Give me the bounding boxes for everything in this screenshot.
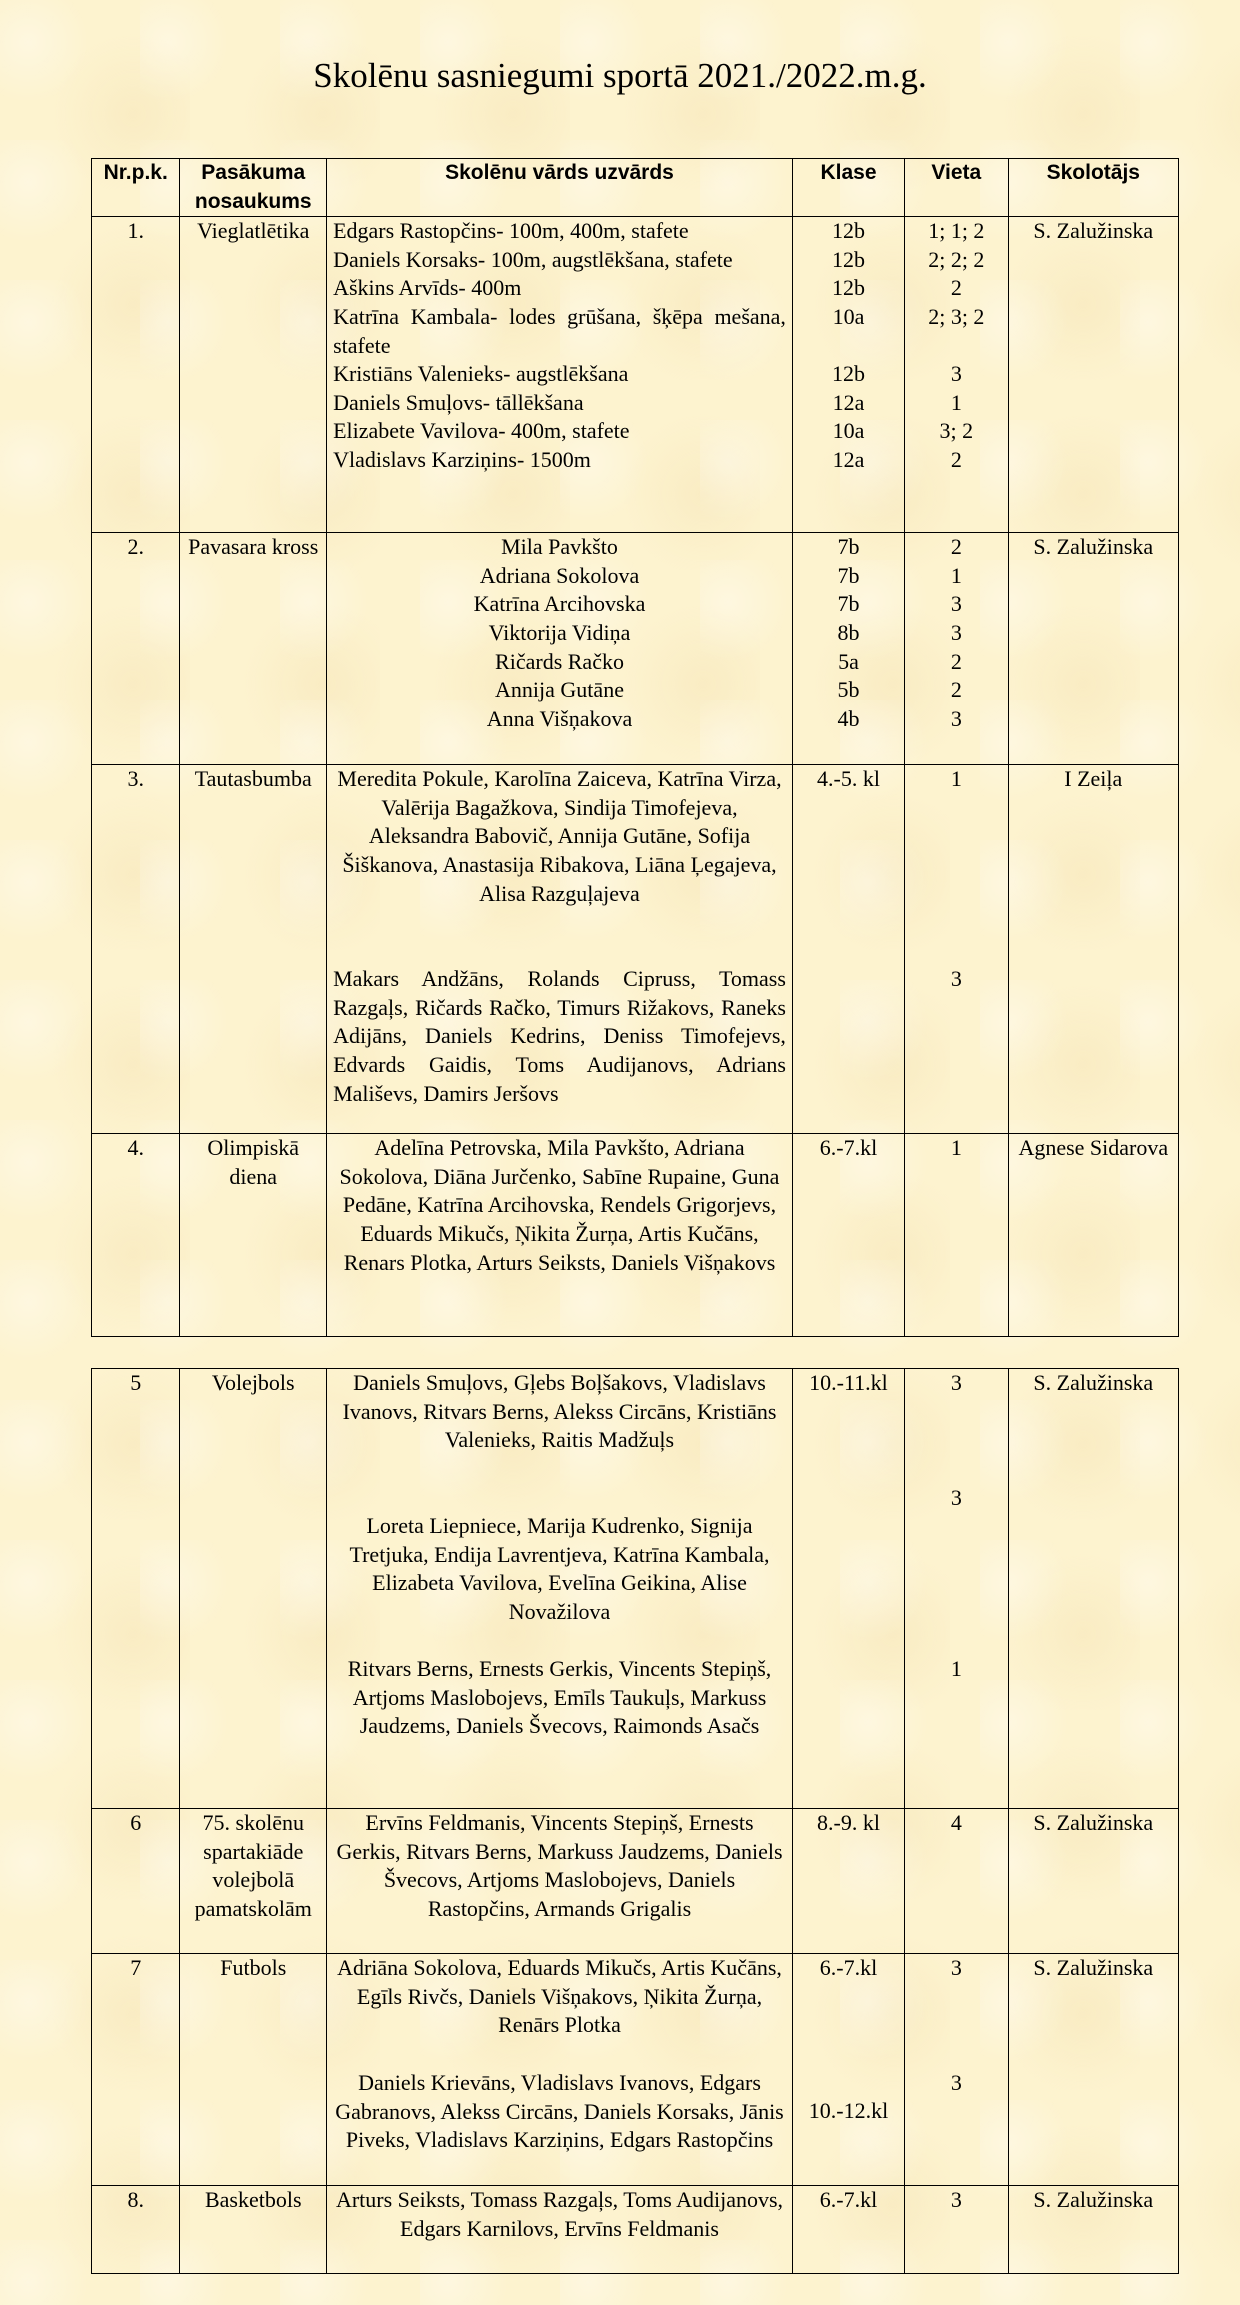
- row-event: Vieglatlētika: [180, 217, 327, 533]
- student-entry: Aškins Arvīds- 400m: [333, 275, 522, 301]
- row-students: [327, 217, 793, 533]
- row-place: [905, 217, 1009, 533]
- student-entry: Vladislavs Karziņins- 1500m: [333, 446, 591, 472]
- student-entry: Elizabete Vavilova- 400m, stafete: [333, 418, 630, 444]
- place-value: 3: [950, 705, 962, 731]
- row-class: 8.-9. kl: [792, 1809, 904, 1954]
- place-value: 2: [950, 446, 962, 472]
- place-value: 3; 2: [939, 418, 974, 444]
- row-teacher: S. Zalužinska: [1008, 2186, 1178, 2274]
- student-entry: Anna Višņakova: [486, 705, 633, 731]
- student-entry: Edgars Rastopčins- 100m, 400m, stafete: [333, 218, 689, 244]
- place-value: 1: [950, 766, 962, 792]
- class-value: 7b: [837, 534, 860, 560]
- row-place: [905, 1954, 1009, 2186]
- row-class: 6.-7.kl: [792, 1134, 904, 1337]
- class-value: 7b: [837, 562, 860, 588]
- table-row: [92, 2186, 1179, 2274]
- place-value: 1; 1; 2: [928, 218, 985, 244]
- row-students: Arturs Seiksts, Tomass Razgaļs, Toms Audijanovs, Edgars Karnilovs, Ervīns Feldmanis: [327, 2186, 793, 2274]
- row-nr: 7: [92, 1954, 180, 2186]
- place-value: 3: [950, 1955, 962, 1980]
- class-value: 5a: [838, 648, 859, 674]
- place-value: 2; 2; 2: [928, 246, 985, 272]
- row-event: Futbols: [180, 1954, 327, 2186]
- row-class: [792, 1954, 904, 2186]
- class-value: 10.-12.kl: [808, 2098, 889, 2123]
- header-event-line-2: nosaukums: [194, 189, 312, 213]
- place-value: 3: [950, 361, 962, 387]
- row-nr: 5: [92, 1369, 180, 1809]
- row-place: [905, 1369, 1009, 1809]
- row-event: Tautasbumba: [180, 765, 327, 1134]
- row-nr: 8.: [92, 2186, 180, 2274]
- page-title: Skolēnu sasniegumi sportā 2021./2022.m.g.: [313, 56, 927, 95]
- place-value: 2; 3; 2: [928, 303, 985, 329]
- header-teacher: Skolotājs: [1008, 159, 1178, 217]
- table-row: [92, 1954, 1179, 2186]
- place-value: [911, 332, 1002, 361]
- place-value: 3: [950, 619, 962, 645]
- student-entry: Katrīna Kambala- lodes grūšana, šķēpa mešana, stafete: [333, 303, 786, 358]
- row-nr: 3.: [92, 765, 180, 1134]
- achievements-table-part-1: [91, 158, 1179, 1337]
- row-place: 1: [905, 1134, 1009, 1337]
- row-nr: 2.: [92, 533, 180, 765]
- class-value: 12b: [831, 275, 865, 301]
- row-teacher: S. Zalužinska: [1008, 217, 1178, 533]
- row-event: Olimpiskā diena: [180, 1134, 327, 1337]
- row-class: 6.-7.kl: [792, 2186, 904, 2274]
- header-nr: Nr.p.k.: [92, 159, 180, 217]
- header-place: Vieta: [905, 159, 1009, 217]
- row-teacher: S. Zalužinska: [1008, 1954, 1178, 2186]
- row-teacher: I Zeiļa: [1008, 765, 1178, 1134]
- student-entry: Viktorija Vidiņa: [488, 619, 631, 645]
- student-group: Daniels Krievāns, Vladislavs Ivanovs, Edgars Gabranovs, Alekss Circāns, Daniels Korsaks, Jānis Piveks, Vladislavs Karziņins, Edgars Rastopčins: [335, 2070, 784, 2153]
- row-event: Volejbols: [180, 1369, 327, 1809]
- class-value: 10a: [832, 303, 865, 329]
- class-value: 7b: [837, 591, 860, 617]
- student-entry: Annija Gutāne: [495, 677, 624, 703]
- class-value: 6.-7.kl: [819, 1955, 878, 1980]
- place-value: 3: [950, 966, 962, 992]
- student-entry: Adriana Sokolova: [479, 562, 640, 588]
- place-value: 3: [950, 591, 962, 617]
- student-entry: Kristiāns Valenieks- augstlēkšana: [333, 361, 629, 387]
- class-value: 8b: [837, 619, 860, 645]
- row-event: 75. skolēnu spartakiāde volejbolā pamatskolām: [180, 1809, 327, 1954]
- place-value: 1: [950, 389, 962, 415]
- header-event: [180, 159, 327, 217]
- row-students: Ervīns Feldmanis, Vincents Stepiņš, Ernests Gerkis, Ritvars Berns, Markuss Jaudzems, Daniels Švecovs, Artjoms Maslobojevs, Daniels Rastopčins, Armands Grigalis: [327, 1809, 793, 1954]
- student-entry: Ričards Račko: [495, 648, 624, 674]
- place-value: 3: [950, 1370, 962, 1395]
- place-value: 1: [950, 1656, 962, 1681]
- place-value: 1: [950, 562, 962, 588]
- student-entry: Mila Pavkšto: [501, 534, 618, 560]
- table-row: [92, 765, 1179, 1134]
- class-value: 4b: [837, 705, 860, 731]
- row-place: 4: [905, 1809, 1009, 1954]
- row-students: [327, 533, 793, 765]
- class-value: [799, 332, 898, 361]
- row-students: [327, 1954, 793, 2186]
- table-row: [92, 1134, 1179, 1337]
- place-value: 3: [950, 2070, 962, 2095]
- student-group: Adriāna Sokolova, Eduards Mikučs, Artis Kučāns, Egīls Rivčs, Daniels Višņakovs, Ņikita Žurņa, Renārs Plotka: [337, 1955, 782, 2038]
- row-class: [792, 533, 904, 765]
- row-students: Adelīna Petrovska, Mila Pavkšto, Adriana Sokolova, Diāna Jurčenko, Sabīne Rupaine, Guna Pedāne, Katrīna Arcihovska, Rendels Grigorjevs, Eduards Mikučs, Ņikita Žurņa, Artis Kučāns, Renars Plotka, Arturs Seiksts, Daniels Višņakovs: [327, 1134, 793, 1337]
- header-row: [92, 159, 1179, 217]
- student-group: Daniels Smuļovs, Gļebs Boļšakovs, Vladislavs Ivanovs, Ritvars Berns, Alekss Circāns, Kristiāns Valenieks, Raitis Madžuļs: [342, 1370, 777, 1453]
- class-value: 12b: [831, 218, 865, 244]
- table-row: [92, 1809, 1179, 1954]
- student-entry: Katrīna Arcihovska: [473, 591, 646, 617]
- row-place: 3: [905, 2186, 1009, 2274]
- row-teacher: S. Zalužinska: [1008, 533, 1178, 765]
- row-teacher: Agnese Sidarova: [1008, 1134, 1178, 1337]
- place-value: 2: [950, 534, 962, 560]
- row-students: [327, 1369, 793, 1809]
- row-nr: 1.: [92, 217, 180, 533]
- table-row: [92, 217, 1179, 533]
- header-students: Skolēnu vārds uzvārds: [327, 159, 793, 217]
- student-group: Makars Andžāns, Rolands Cipruss, Tomass Razgaļs, Ričards Račko, Timurs Rižakovs, Raneks Adijāns, Daniels Kedrins, Deniss Timofejevs, Edvards Gaidis, Toms Audijanovs, Adrians Mališevs, Damirs Jeršovs: [333, 966, 786, 1106]
- row-class: 10.-11.kl: [792, 1369, 904, 1809]
- row-nr: 6: [92, 1809, 180, 1954]
- class-value: 10a: [832, 418, 865, 444]
- class-value: 12b: [831, 361, 865, 387]
- class-value: 12b: [831, 246, 865, 272]
- header-class: Klase: [792, 159, 904, 217]
- place-value: 2: [950, 648, 962, 674]
- table-row: [92, 1369, 1179, 1809]
- student-group: Meredita Pokule, Karolīna Zaiceva, Katrīna Virza, Valērija Bagažkova, Sindija Timofejeva, Aleksandra Babovič, Annija Gutāne, Sofija Šiškanova, Anastasija Ribakova, Liāna Ļegajeva, Alisa Razguļajeva: [337, 766, 782, 906]
- class-value: 12a: [832, 446, 865, 472]
- table-row: [92, 533, 1179, 765]
- class-value: 12a: [832, 389, 865, 415]
- place-value: 2: [950, 275, 962, 301]
- student-group: Loreta Liepniece, Marija Kudrenko, Signija Tretjuka, Endija Lavrentjeva, Katrīna Kambala, Elizabeta Vavilova, Evelīna Geikina, Alise Novažilova: [349, 1513, 770, 1624]
- student-entry: Daniels Korsaks- 100m, augstlēkšana, stafete: [333, 246, 733, 272]
- place-value: 3: [950, 1485, 962, 1510]
- achievements-table-part-2: [91, 1368, 1179, 2274]
- student-group: Ritvars Berns, Ernests Gerkis, Vincents Stepiņš, Artjoms Maslobojevs, Emīls Taukuļs, Markuss Jaudzems, Daniels Švecovs, Raimonds Asačs: [347, 1656, 772, 1739]
- row-class: [792, 217, 904, 533]
- row-event: Basketbols: [180, 2186, 327, 2274]
- row-place: [905, 765, 1009, 1134]
- row-teacher: S. Zalužinska: [1008, 1809, 1178, 1954]
- row-place: [905, 533, 1009, 765]
- row-teacher: S. Zalužinska: [1008, 1369, 1178, 1809]
- student-entry: Daniels Smuļovs- tāllēkšana: [333, 389, 584, 415]
- row-event: Pavasara kross: [180, 533, 327, 765]
- row-class: 4.-5. kl: [792, 765, 904, 1134]
- row-students: [327, 765, 793, 1134]
- class-value: 5b: [837, 677, 860, 703]
- row-nr: 4.: [92, 1134, 180, 1337]
- header-event-line-1: Pasākuma: [201, 161, 306, 184]
- place-value: 2: [950, 677, 962, 703]
